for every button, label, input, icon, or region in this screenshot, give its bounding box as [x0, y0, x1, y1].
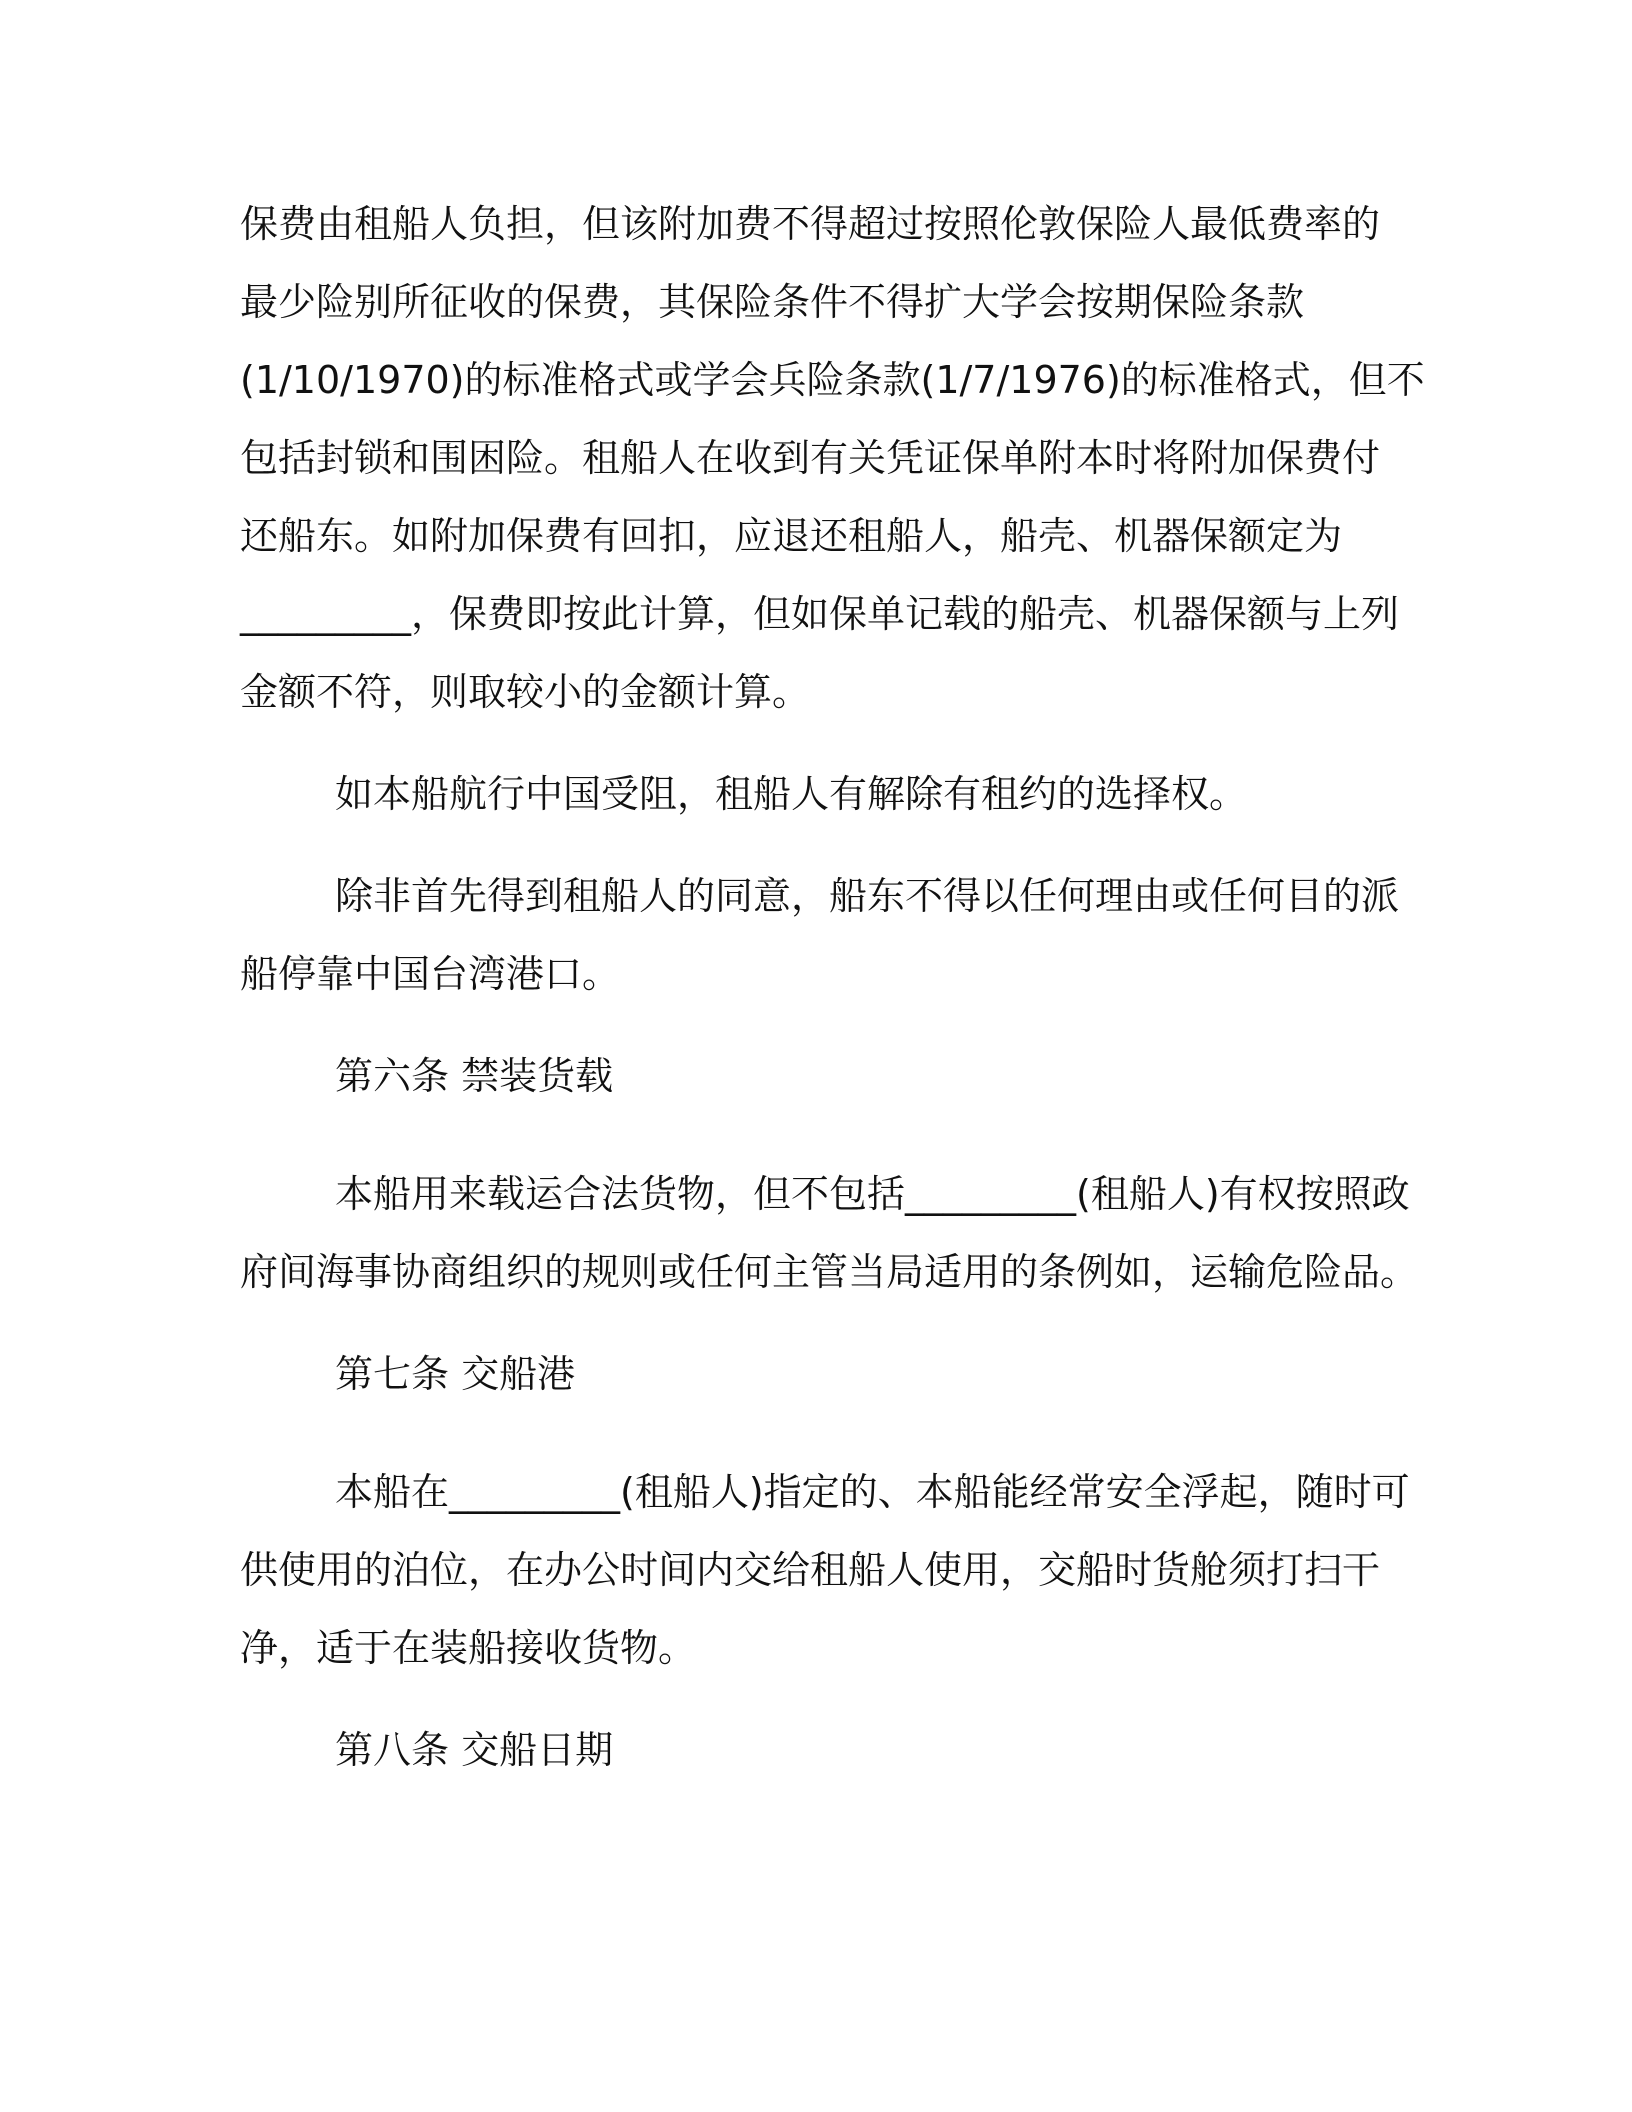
- text-line: (1/10/1970)的标准格式或学会兵险条款(1/7/1976)的标准格式，但不: [240, 358, 1425, 402]
- voyage-obstruction-paragraph: [240, 755, 1380, 833]
- article-7-paragraph: [240, 1453, 1410, 1687]
- text-line: 最少险别所征收的保费，其保险条件不得扩大学会按期保险条款: [240, 280, 1305, 324]
- text-line: 除非首先得到租船人的同意，船东不得以任何理由或任何目的派: [335, 874, 1400, 918]
- text-line: _________，保费即按此计算，但如保单记载的船壳、机器保额与上列: [240, 592, 1400, 636]
- text-line: 净，适于在装船接收货物。: [240, 1626, 697, 1670]
- article-6-heading: 第六条 禁装货载: [335, 1054, 614, 1098]
- text-line: 如本船航行中国受阻，租船人有解除有租约的选择权。: [335, 772, 1248, 816]
- article-8-heading: 第八条 交船日期: [335, 1728, 614, 1772]
- text-line: 本船在_________(租船人)指定的、本船能经常安全浮起，随时可: [335, 1470, 1410, 1514]
- text-line: 府间海事协商组织的规则或任何主管当局适用的条例如，运输危险品。: [240, 1250, 1419, 1294]
- text-line: 保费由租船人负担，但该附加费不得超过按照伦敦保险人最低费率的: [240, 202, 1381, 246]
- insurance-paragraph: [240, 185, 1425, 731]
- document-body: [240, 185, 1425, 1829]
- text-line: 包括封锁和围困险。租船人在收到有关凭证保单附本时将附加保费付: [240, 436, 1381, 480]
- port-restriction-paragraph: [240, 857, 1400, 1013]
- article-6-paragraph: [240, 1155, 1419, 1311]
- article-7-heading: 第七条 交船港: [335, 1352, 576, 1396]
- text-line: 还船东。如附加保费有回扣，应退还租船人，船壳、机器保额定为: [240, 514, 1343, 558]
- text-line: 金额不符，则取较小的金额计算。: [240, 670, 811, 714]
- text-line: 本船用来载运合法货物，但不包括_________(租船人)有权按照政: [335, 1172, 1410, 1216]
- text-line: 船停靠中国台湾港口。: [240, 952, 621, 996]
- text-line: 供使用的泊位，在办公时间内交给租船人使用，交船时货舱须打扫干: [240, 1548, 1381, 1592]
